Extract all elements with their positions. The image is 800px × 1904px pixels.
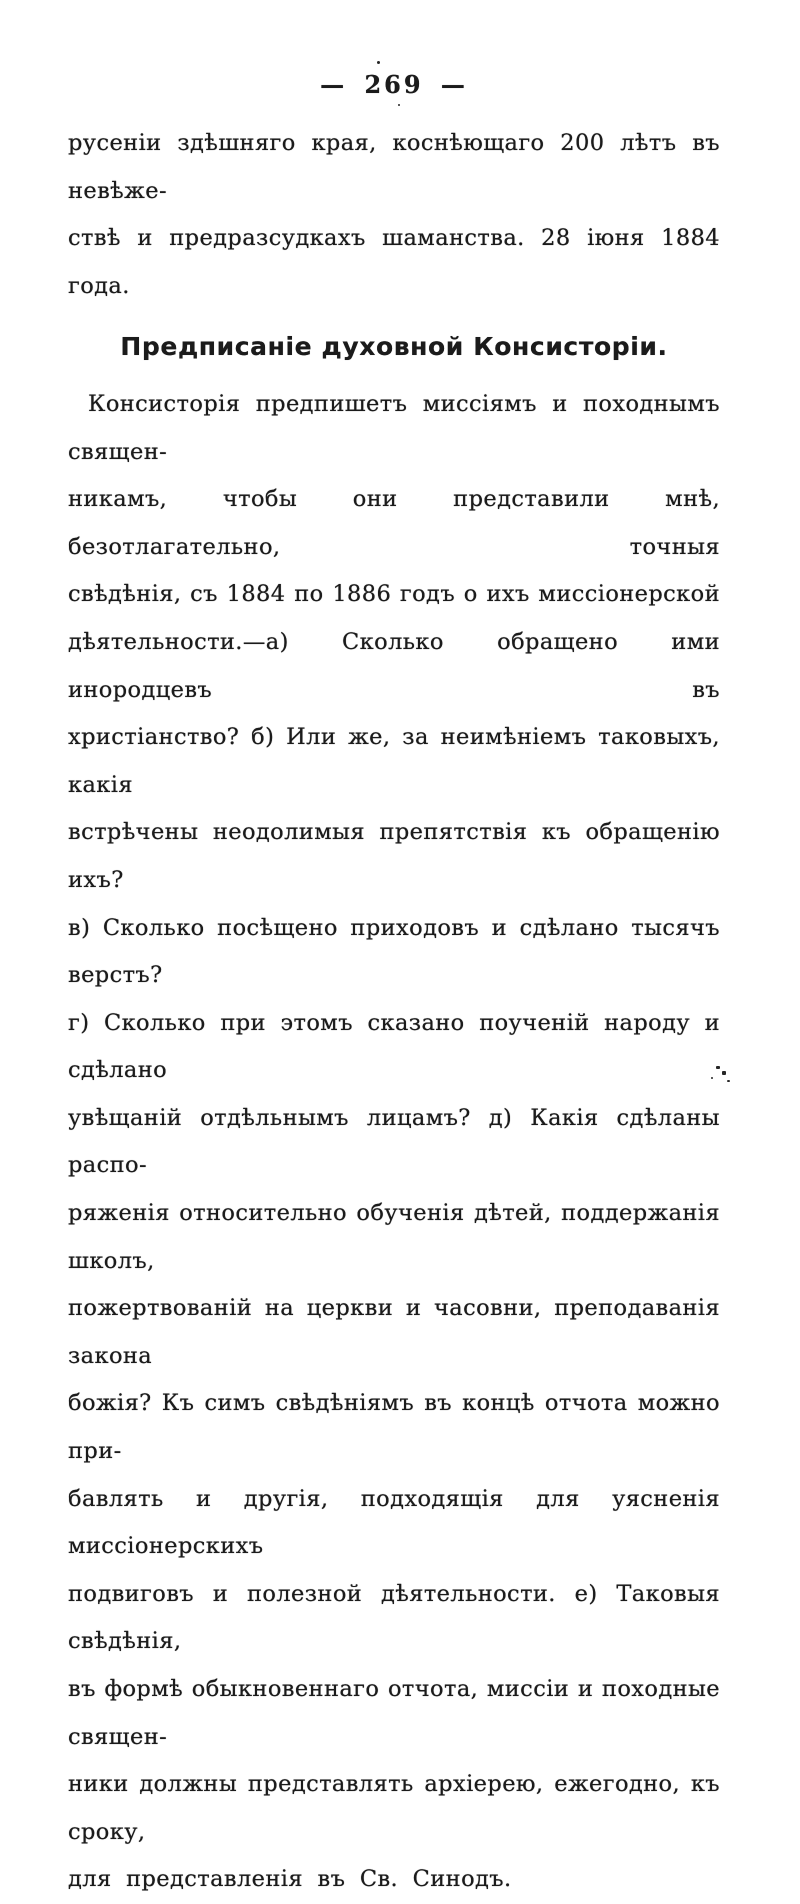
ink-speck [398,104,400,106]
text-line: ники должны представлять архіерею, ежегодно, къ сроку, [68,1771,720,1845]
ink-speck [722,1071,726,1075]
text-line: дѣятельности.—а) Сколько обращено ими инородцевъ въ [68,628,720,703]
text-line: ствѣ и предразсудкахъ шаманства. 28 іюня 1884 года. [68,225,720,299]
text-line: христіанство? б) Или же, за неимѣніемъ таковыхъ, какія [68,724,720,798]
page-number: — 269 — [320,70,468,99]
text-line: ряженія относительно обученія дѣтей, поддержанія школъ, [68,1200,720,1274]
text-line: Консисторія предпишетъ миссіямъ и походнымъ священ- [68,390,720,465]
ink-speck [716,1066,720,1069]
text-column [68,120,720,1904]
text-line: увѣщаній отдѣльнымъ лицамъ? д) Какія сдѣланы распо- [68,1104,720,1179]
intro-paragraph [68,120,720,310]
text-line: подвиговъ и полезной дѣятельности. е) Таковыя свѣдѣнія, [68,1580,720,1655]
text-line: в) Сколько посѣщено приходовъ и сдѣлано тысячъ верстъ? [68,914,720,989]
ink-speck [727,1080,730,1082]
ink-speck [711,1077,713,1079]
text-line: встрѣчены неодолимыя препятствія къ обращенію ихъ? [68,819,720,893]
text-line: божія? Къ симъ свѣдѣніямъ въ концѣ отчота можно при- [68,1390,720,1465]
ink-speck [377,61,380,64]
text-line: пожертвованій на церкви и часовни, преподаванія закона [68,1295,720,1369]
text-line: русеніи здѣшняго края, коснѣющаго 200 лѣтъ въ невѣже- [68,130,720,204]
text-line: г) Сколько при этомъ сказано поученій народу и сдѣлано [68,1009,720,1084]
body-paragraph [68,381,720,1904]
text-line: для представленія въ Св. Синодъ. [68,1866,512,1893]
text-line: въ формѣ обыкновеннаго отчота, миссіи и походные священ- [68,1676,720,1750]
text-line: никамъ, чтобы они представили мнѣ, безотлагательно, точныя [68,486,720,560]
text-line: бавлять и другія, подходящія для уясненія миссіонерскихъ [68,1485,720,1560]
text-line: свѣдѣнія, съ 1884 по 1886 годъ о ихъ миссіонерской [68,581,720,608]
section-heading: Предписаніе духовной Консисторіи. [120,332,668,362]
